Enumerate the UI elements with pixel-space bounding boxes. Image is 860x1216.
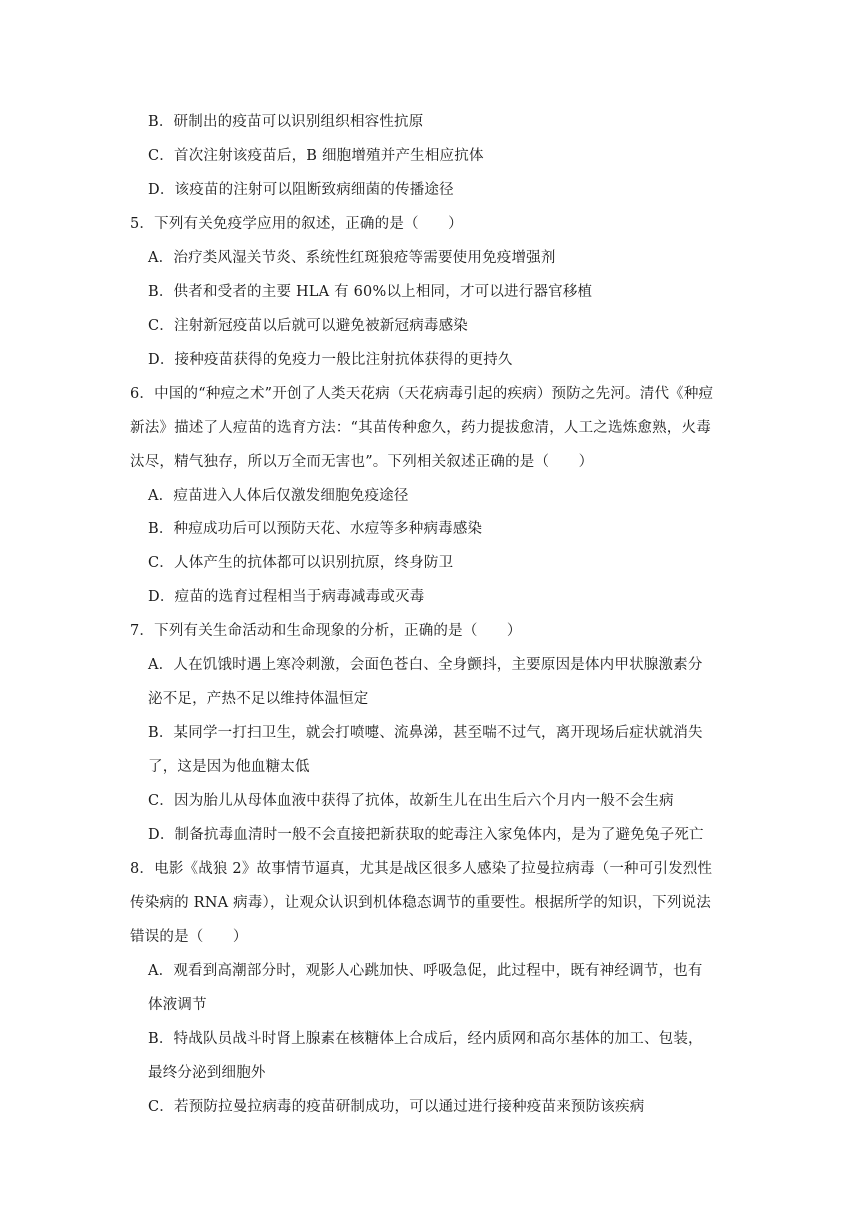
text-line: 泌不足，产热不足以维持体温恒定 (148, 691, 369, 708)
text-line: A．人在饥饿时遇上寒冷刺激，会面色苍白、全身颤抖，主要原因是体内甲状腺激素分 (148, 657, 703, 674)
text-line: C．人体产生的抗体都可以识别抗原，终身防卫 (148, 555, 454, 572)
text-line: 新法》描述了人痘苗的选育方法：“其苗传种愈久，药力提拔愈清，人工之选炼愈熟，火毒 (130, 419, 711, 436)
text-line: D．该疫苗的注射可以阻断致病细菌的传播途径 (148, 181, 454, 198)
text-line: B．种痘成功后可以预防天花、水痘等多种病毒感染 (148, 521, 483, 538)
text-line: B．供者和受者的主要 HLA 有 60%以上相同，才可以进行器官移植 (148, 283, 593, 300)
text-line: C．因为胎儿从母体血液中获得了抗体，故新生儿在出生后六个月内一般不会生病 (148, 793, 674, 809)
text-line: 了，这是因为他血糖太低 (148, 759, 310, 776)
text-line: 体液调节 (148, 996, 207, 1013)
text-line: D．接种疫苗获得的免疫力一般比注射抗体获得的更持久 (148, 351, 513, 368)
text-line: 最终分泌到细胞外 (148, 1064, 266, 1081)
text-line: B．特战队员战斗时肾上腺素在核糖体上合成后，经内质网和高尔基体的加工、包装， (148, 1030, 703, 1047)
text-line: C．注射新冠疫苗以后就可以避免被新冠病毒感染 (148, 317, 468, 334)
text-line: B．研制出的疫苗可以识别组织相容性抗原 (148, 114, 424, 130)
text-line: A．痘苗进入人体后仅激发细胞免疫途径 (148, 487, 409, 504)
question-line: 6．中国的“种痘之术”开创了人类天花病（天花病毒引起的疾病）预防之先河。清代《种痘 (130, 385, 714, 402)
text-line: C．若预防拉曼拉病毒的疫苗研制成功，可以通过进行接种疫苗来预防该疾病 (148, 1098, 645, 1115)
text-line: C．首次注射该疫苗后，B 细胞增殖并产生相应抗体 (148, 147, 484, 164)
text-line: D．制备抗毒血清时一般不会直接把新获取的蛇毒注入家兔体内，是为了避免兔子死亡 (148, 827, 704, 843)
question-line: 7．下列有关生命活动和生命现象的分析，正确的是（ ） (130, 623, 522, 640)
text-line: A．观看到高潮部分时，观影人心跳加快、呼吸急促，此过程中，既有神经调节，也有 (148, 962, 703, 979)
text-line: B．某同学一打扫卫生，就会打喷嚏、流鼻涕，甚至喘不过气，离开现场后症状就消失 (148, 725, 703, 742)
text-line: 错误的是（ ） (130, 928, 248, 945)
question-line: 8．电影《战狼 2》故事情节逼真，尤其是战区很多人感染了拉曼拉病毒（一种可引发烈性 (130, 860, 713, 877)
text-line: 传染病的 RNA 病毒），让观众认识到机体稳态调节的重要性。根据所学的知识，下列说法 (130, 894, 711, 911)
text-line: 汰尽，精气独存，所以万全而无害也”。下列相关叙述正确的是（ ） (130, 453, 594, 470)
text-line: D．痘苗的选育过程相当于病毒减毒或灭毒 (148, 589, 425, 606)
question-line: 5．下列有关免疫学应用的叙述，正确的是（ ） (130, 215, 463, 232)
text-line: A．治疗类风湿关节炎、系统性红斑狼疮等需要使用免疫增强剂 (148, 249, 556, 266)
